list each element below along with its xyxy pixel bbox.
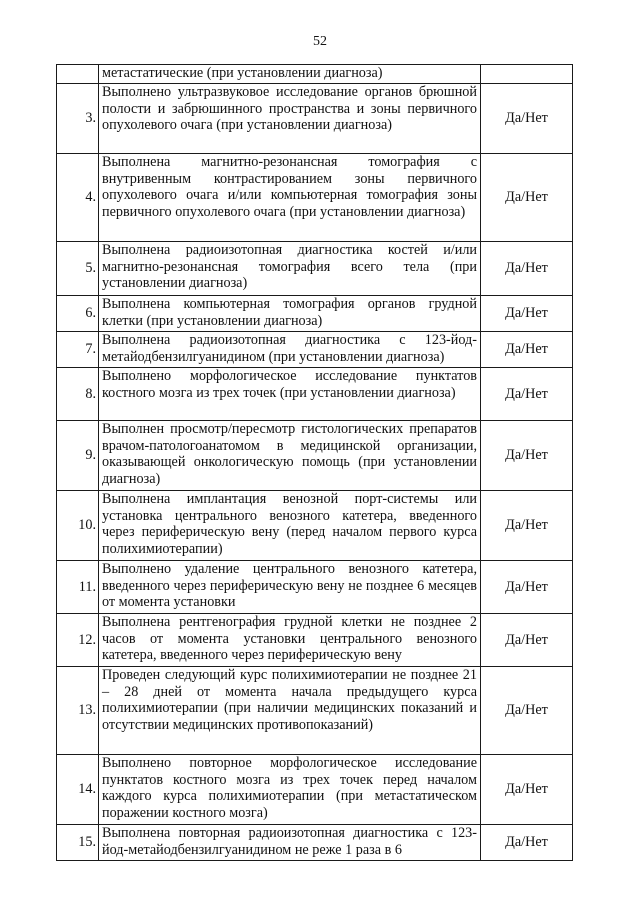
row-number: 6. — [57, 296, 99, 332]
row-answer: Да/Нет — [481, 421, 573, 491]
row-answer: Да/Нет — [481, 332, 573, 368]
row-text: Выполнена радиоизотопная диагностика с 123-йод-метайодбензилгуанидином (при установлении диагноза) — [99, 332, 481, 368]
row-text: Выполнена магнитно-резонансная томография с внутривенным контрастированием зоны первичного опухолевого очага и/или компьютерная томография зоны первичного опухолевого очага (при установлении диагноза) — [99, 154, 481, 242]
row-text: Выполнена рентгенография грудной клетки не позднее 2 часов от момента установки центрального венозного катетера, введенного через периферическую вену — [99, 614, 481, 667]
table-row — [57, 755, 573, 825]
row-answer: Да/Нет — [481, 491, 573, 561]
row-number: 5. — [57, 242, 99, 296]
row-text: Выполнена компьютерная томография органов грудной клетки (при установлении диагноза) — [99, 296, 481, 332]
row-answer: Да/Нет — [481, 755, 573, 825]
row-answer: Да/Нет — [481, 368, 573, 421]
row-number: 13. — [57, 667, 99, 755]
criteria-table — [56, 64, 573, 861]
row-text: Выполнена имплантация венозной порт-системы или установка центрального венозного катетера, введенного через периферическую вену (перед началом первого курса полихимиотерапии) — [99, 491, 481, 561]
table-row — [57, 667, 573, 755]
row-number: 8. — [57, 368, 99, 421]
table-row — [57, 65, 573, 84]
table-row — [57, 421, 573, 491]
row-text: Выполнена повторная радиоизотопная диагностика с 123-йод-метайодбензилгуанидином не реже 1 раза в 6 — [99, 825, 481, 861]
row-number: 12. — [57, 614, 99, 667]
table-row — [57, 825, 573, 861]
row-number: 7. — [57, 332, 99, 368]
table-row — [57, 491, 573, 561]
table-row — [57, 332, 573, 368]
table-row — [57, 296, 573, 332]
row-text: Выполнено морфологическое исследование пунктатов костного мозга из трех точек (при установлении диагноза) — [99, 368, 481, 421]
table-row — [57, 561, 573, 614]
row-answer: Да/Нет — [481, 84, 573, 154]
row-answer: Да/Нет — [481, 242, 573, 296]
row-number: 15. — [57, 825, 99, 861]
table-row — [57, 154, 573, 242]
row-number: 11. — [57, 561, 99, 614]
row-text: Выполнено удаление центрального венозного катетера, введенного через периферическую вену не позднее 6 месяцев от момента установки — [99, 561, 481, 614]
row-number: 10. — [57, 491, 99, 561]
row-text: Выполнен просмотр/пересмотр гистологических препаратов врачом-патологоанатомом в медицинской организации, оказывающей онкологическую помощь (при установлении диагноза) — [99, 421, 481, 491]
table-row — [57, 242, 573, 296]
table-row — [57, 368, 573, 421]
table-row — [57, 614, 573, 667]
row-answer: Да/Нет — [481, 825, 573, 861]
row-text: Выполнено ультразвуковое исследование органов брюшной полости и забрюшинного пространства и зоны первичного опухолевого очага (при установлении диагноза) — [99, 84, 481, 154]
row-text: Проведен следующий курс полихимиотерапии не позднее 21 – 28 дней от момента начала предыдущего курса полихимиотерапии (при наличии медицинских показаний и отсутствии медицинских противопоказаний) — [99, 667, 481, 755]
row-number: 14. — [57, 755, 99, 825]
page-number: 52 — [313, 34, 327, 49]
row-answer — [481, 65, 573, 84]
row-number: 9. — [57, 421, 99, 491]
row-answer: Да/Нет — [481, 667, 573, 755]
row-text: метастатические (при установлении диагноза) — [99, 65, 481, 84]
row-number — [57, 65, 99, 84]
table-row — [57, 84, 573, 154]
row-number: 4. — [57, 154, 99, 242]
row-answer: Да/Нет — [481, 154, 573, 242]
row-number: 3. — [57, 84, 99, 154]
row-answer: Да/Нет — [481, 614, 573, 667]
row-text: Выполнена радиоизотопная диагностика костей и/или магнитно-резонансная томография всего тела (при установлении диагноза) — [99, 242, 481, 296]
row-text: Выполнено повторное морфологическое исследование пунктатов костного мозга из трех точек перед началом каждого курса полихимиотерапии (при метастатическом поражении костного мозга) — [99, 755, 481, 825]
row-answer: Да/Нет — [481, 296, 573, 332]
row-answer: Да/Нет — [481, 561, 573, 614]
